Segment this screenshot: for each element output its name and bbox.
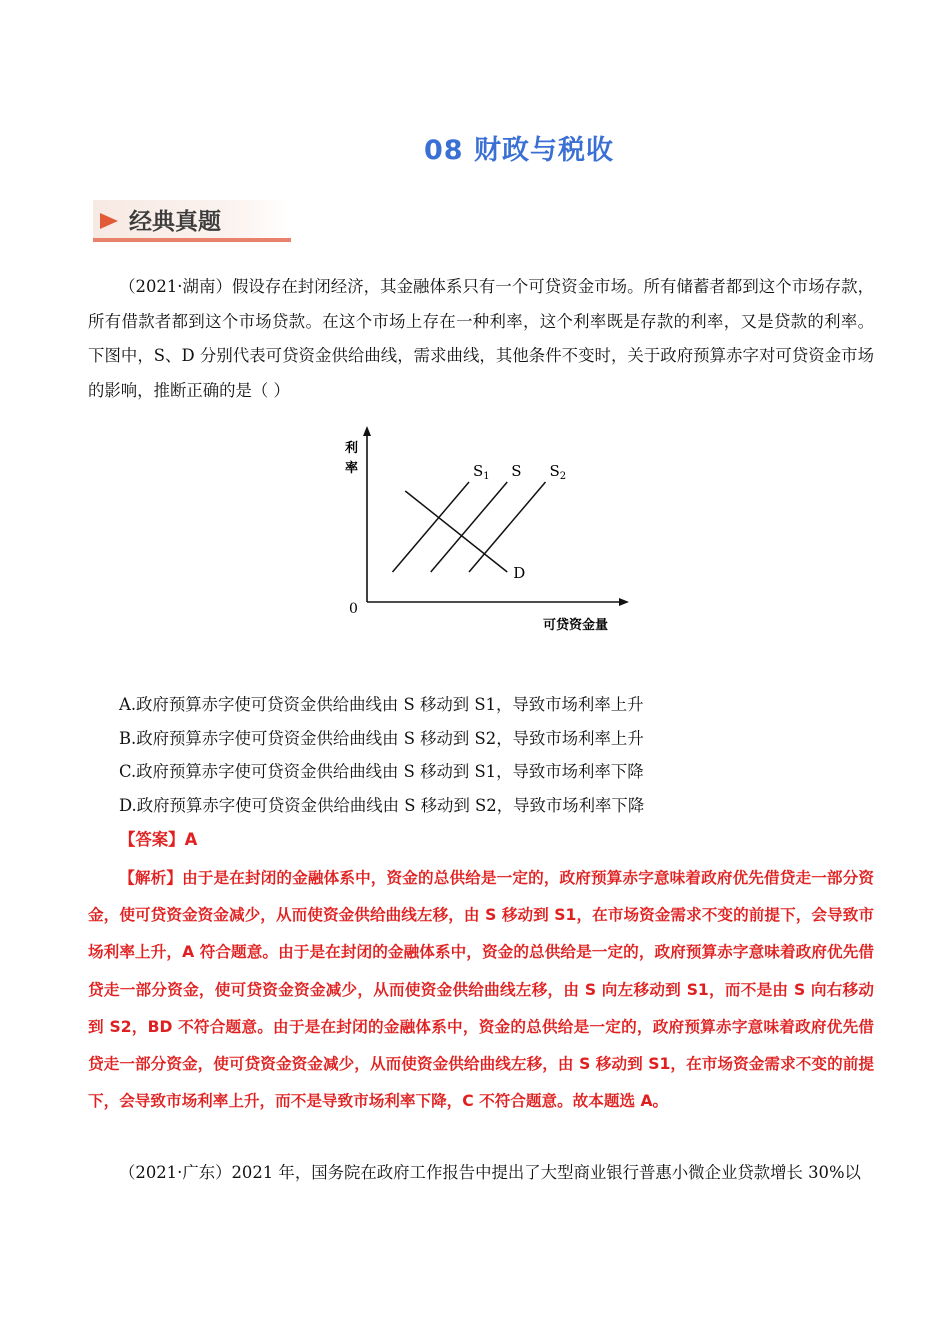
question-2-text: 2021 年，国务院在政府工作报告中提出了大型商业银行普惠小微企业贷款增长 30%以	[231, 1163, 861, 1182]
question-1-text: 假设存在封闭经济，其金融体系只有一个可贷资金市场。所有储蓄者都到这个市场存款，所有借款者都到这个市场贷款。在这个市场上存在一种利率，这个利率既是存款的利率，又是贷款的利率。下图中，S、D 分别代表可贷资金供给曲线，需求曲线，其他条件不变时，关于政府预算赤字对可贷资金市场的影响，推断正确的是（ ）	[88, 277, 874, 400]
curve-s1	[393, 482, 470, 572]
question-2-source: （2021·广东）	[119, 1163, 232, 1182]
answer-line	[119, 826, 197, 850]
curve-s2	[469, 482, 546, 572]
curve-label-d: D	[513, 564, 526, 582]
curve-label-s2: $S_2$	[549, 462, 567, 482]
option-d: D.政府预算赤字使可贷资金供给曲线由 S 移动到 S2，导致市场利率下降	[119, 795, 645, 815]
answer-label: 【答案】	[119, 830, 185, 849]
question-2	[88, 1156, 874, 1191]
y-axis-label-char-2: 率	[345, 461, 359, 476]
curve-label-subscript: 1	[483, 471, 490, 482]
origin-label: 0	[349, 601, 358, 617]
curve-label-s1: $S_1$	[473, 462, 490, 482]
banner-underline	[93, 238, 291, 242]
series-layer	[393, 462, 567, 582]
answer-value: A	[184, 830, 198, 849]
page-title: 08 财政与税收	[424, 135, 614, 166]
question-1-source: （2021·湖南）	[119, 277, 232, 296]
options-list	[119, 688, 644, 822]
option-a: A.政府预算赤字使可贷资金供给曲线由 S 移动到 S1，导致市场利率上升	[119, 695, 644, 714]
curve-s	[431, 482, 508, 572]
analysis-label: 【解析】	[119, 869, 183, 887]
x-axis-label: 可贷资金量	[543, 618, 609, 633]
question-1	[88, 270, 874, 408]
section-title: 经典真题	[129, 209, 221, 235]
curve-label-s: S	[511, 462, 522, 480]
option-b: B.政府预算赤字使可贷资金供给曲线由 S 移动到 S2，导致市场利率上升	[119, 728, 644, 748]
curve-label-subscript: 2	[559, 471, 567, 482]
x-axis	[367, 598, 629, 606]
analysis	[88, 860, 874, 1120]
option-c: C.政府预算赤字使可贷资金供给曲线由 S 移动到 S1，导致市场利率下降	[119, 762, 644, 781]
y-axis	[363, 426, 371, 602]
curve-d	[405, 491, 507, 572]
loanable-funds-chart	[335, 420, 635, 640]
section-banner	[93, 200, 291, 242]
y-axis-label-char-1: 利	[345, 441, 359, 456]
analysis-text: 由于是在封闭的金融体系中，资金的总供给是一定的，政府预算赤字意味着政府优先借贷走一部分资金，使可贷资金资金减少，从而使资金供给曲线左移，由 S 移动到 S1，在市场资金需求不变的前提下，会导致市场利率上升，A 符合题意。由于是在封闭的金融体系中，资金的总供给是一定的，政府预算赤字意味着政府优先借贷走一部分资金，使可贷资金资金减少，从而使资金供给曲线左移，由 S 向左移动到 S1，而不是由 S 向右移动到 S2，BD 不符合题意。由于是在封闭的金融体系中，资金的总供给是一定的，政府预算赤字意味着政府优先借贷走一部分资金，使可贷资金资金减少，从而使资金供给曲线左移，由 S 移动到 S1，在市场资金需求不变的前提下，会导致市场利率上升，而不是导致市场利率下降，C 不符合题意。故本题选 A。	[88, 869, 874, 1111]
arrow-icon	[100, 213, 118, 229]
